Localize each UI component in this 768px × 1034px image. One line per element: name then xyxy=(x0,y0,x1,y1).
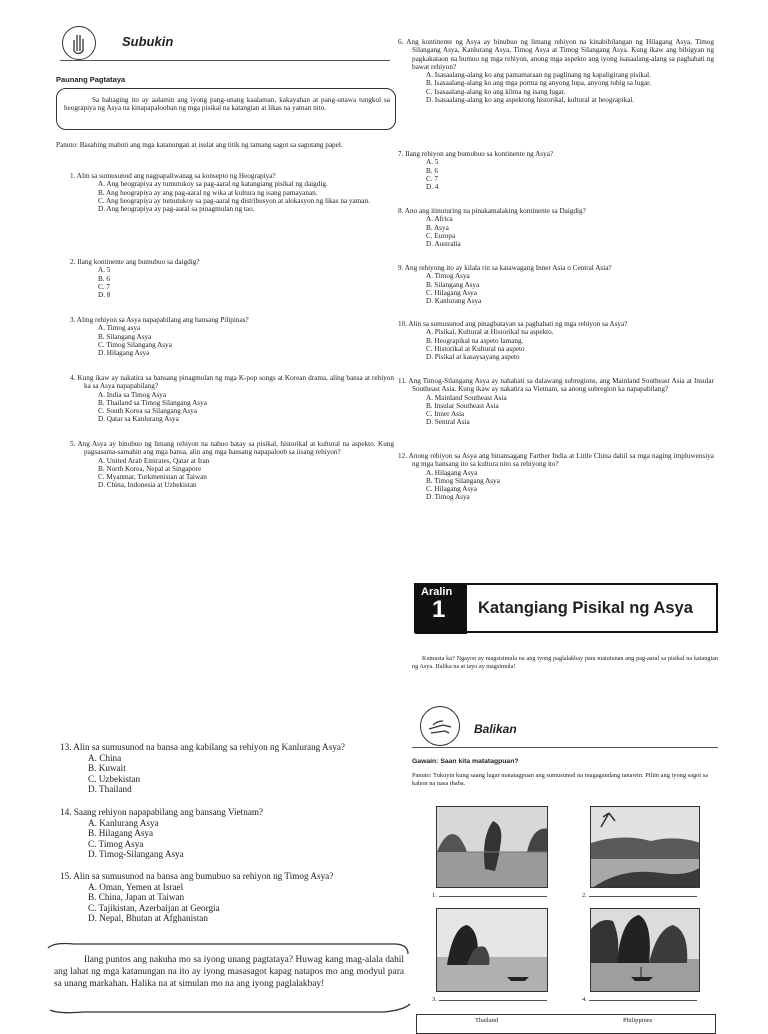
option: D. Ang heograpiya ay pag-aaral sa pinagmulan ng tao. xyxy=(98,205,255,214)
header-rule xyxy=(60,60,390,61)
option: A. Timog Asya xyxy=(426,272,470,281)
option: B. Insular Southeast Asia xyxy=(426,401,499,410)
question-8: 8. Ano ang itinuturing na pinakamalaking kontinente sa Daigdig? A. Africa B. Asya C. Europa D. Australia xyxy=(398,207,714,248)
pointing-hand-icon xyxy=(420,706,460,746)
option: D. Kanlurang Asya xyxy=(426,297,482,306)
option: A. Mainland Southeast Asia xyxy=(426,393,507,402)
choice-box xyxy=(416,1014,716,1034)
option: B. Silangang Asya xyxy=(98,332,152,341)
option: D. Hilagang Asya xyxy=(98,349,150,358)
option: D. 4 xyxy=(426,183,439,192)
option: D. China, Indonesia at Uzbekistan xyxy=(98,481,197,490)
option: D. Isasaalang-alang ko ang aspektong historikal, kultural at heograpikal. xyxy=(426,96,635,105)
option: B. Thailand sa Timog Silangang Asya xyxy=(98,398,207,407)
question-5: 5. Ang Asya ay binubuo ng limang rehiyon na nabuo batay sa pisikal, historikal at kultural na aspekto. Kung pagsasama-samahin ang mga bansa, alin ang mga bansang napapaloob sa iisang rehiyon? A. United Arab Emirates, Qatar at Iran B. North Korea, Nepal at Singapore C. Myanmar, Turkmenistan at Taiwan D. China, Indonesia at Uzbekistan xyxy=(70,440,394,490)
landscape-photo-2 xyxy=(590,806,700,888)
option: B. Asya xyxy=(426,223,449,232)
aralin-number: 1 xyxy=(432,596,446,623)
option: A. China xyxy=(88,752,122,763)
closing-text: Ilang puntos ang nakuha mo sa iyong unang pagtataya? Huwag kang mag-alala dahil ang lahat ng mga katanungan na ito ay iyong masasagot kapag natapos mo ang modyul para sa unang markahan. Halika na at simulan mo na ang iyong paglalakbay! xyxy=(54,955,404,989)
option: D. Sentral Asia xyxy=(426,418,470,427)
question-12: 12. Anong rehiyon sa Asya ang binansagang Farther India at Little China dahil sa mga naging impluwensiya ng mga bansang ito sa kultura nito sa rehiyong ito? A. Hilagang Asya B. Timog Silangang Asya C. Hilagang Asya D. Timog Asya xyxy=(398,452,714,502)
option: A. Timog asya xyxy=(98,324,141,333)
option: C. Timog Asya xyxy=(88,838,144,849)
question-11: 11. Ang Timog-Silangang Asya ay nahahati sa dalawang subregions, ang Mainland Southeast Asia at Insular Southeast Asia. Kung ikaw ay nakatira sa Vietnam, sa anong subregion ka napapabilang? A. Mainland Southeast Asia B. Insular Southeast Asia C. Inner Asia D. Sentral Asia xyxy=(398,377,714,427)
option: D. 8 xyxy=(98,291,111,300)
option: A. India sa Timog Asya xyxy=(98,390,167,399)
option: B. Isasaalang-alang ko ang mga porma ng anyong lupa, anyong tubig sa lugar. xyxy=(426,79,651,88)
question-4: 4. Kung ikaw ay nakatira sa bansang pinagmulan ng mga K-pop songs at Korean drama, aling bansa at rehiyon ka sa Asya napapabilang? A. India sa Timog Asya B. Thailand sa Timog Silangang Asya C. South Korea sa Silangang Asya D. Qatar sa Kanlurang Asya xyxy=(70,374,394,424)
option: B. Hilagang Asya xyxy=(88,828,154,839)
option: B. North Korea, Nepal at Singapore xyxy=(98,464,202,473)
option: A. Kanlurang Asya xyxy=(88,817,159,828)
option: B. Kuwait xyxy=(88,763,126,774)
option: C. 7 xyxy=(426,174,438,183)
option: C. Hilagang Asya xyxy=(426,485,477,494)
answer-blank-4[interactable]: 4. xyxy=(582,996,697,1003)
subukin-intro: Sa bahaging ito ay aalamin ang iyong pang-unang kaalaman, kakayahan at pang-unawa tungkol sa heograpiya ng Asya na kinapapalooban ng mga pisikal na katangian at likas na yaman nito. xyxy=(64,96,390,113)
option: B. 6 xyxy=(426,166,438,175)
question-7: 7. Ilang rehiyon ang bumubuo sa kontinente ng Asya? A. 5 B. 6 C. 7 D. 4 xyxy=(398,150,714,191)
balikan-title: Balikan xyxy=(474,722,517,736)
answer-blank-3[interactable]: 3. xyxy=(432,996,547,1003)
option: A. Africa xyxy=(426,215,453,224)
subukin-title: Subukin xyxy=(122,34,174,49)
option: A. United Arab Emirates, Qatar at Iran xyxy=(98,456,210,465)
landscape-photo-3 xyxy=(436,908,548,992)
option: C. Europa xyxy=(426,231,456,240)
aralin-banner xyxy=(414,583,718,633)
question-2: 2. Ilang kontinente ang bumubuo sa daigdig? A. 5 B. 6 C. 7 D. 8 xyxy=(70,258,394,299)
aralin-title: Katangiang Pisikal ng Asya xyxy=(478,599,693,617)
question-9: 9. Ang rehiyong ito ay kilala rin sa katawagang Inner Asia o Central Asia? A. Timog Asya B. Silangang Asya C. Hilagang Asya D. Kanlurang Asya xyxy=(398,264,714,305)
answer-blank-2[interactable]: 2. xyxy=(582,892,697,899)
subukin-panuto: Panuto: Basahing mabuti ang mga katanungan at isulat ang titik ng tamang sagot sa sagutang papel. xyxy=(56,141,343,149)
option: C. Hilagang Asya xyxy=(426,288,477,297)
aralin-intro: Kumusta ka? Ngayon ay magsisimula na ang iyong paglalakbay para matutunan ang pag-aaral sa pisikal na katangian ng Asya. Halika na at tayo ay magsimula! xyxy=(412,655,718,671)
option: A. Oman, Yemen at Israel xyxy=(88,881,184,892)
option: D. Thailand xyxy=(88,784,132,795)
option: C. South Korea sa Silangang Asya xyxy=(98,407,198,416)
option: C. Isasaalang-alang ko ang klima ng isang lugar. xyxy=(426,87,566,96)
question-1: 1. Alin sa sumusunod ang nagpapaliwanag sa konsepto ng Heograpiya? A. Ang heograpiya ay tumutukoy sa pag-aaral ng katangiang pisikal ng daigdig. B. Ang heograpiya ay ang pag-aaral ng wika at kultura ng isang pamayanan. C. Ang heograpiya ay tumutukoy sa pag-aaral ng distribusyon at alokasyon ng likas na yaman. D. Ang heograpiya ay pag-aaral sa pinagmulan ng tao. xyxy=(70,172,394,213)
paunang-pagtataya-label: Paunang Pagtataya xyxy=(56,75,126,84)
aralin-badge xyxy=(415,584,467,634)
answer-blank-1[interactable]: 1. xyxy=(432,892,547,899)
option: B. China, Japan at Taiwan xyxy=(88,892,185,903)
option: C. Historikal at Kultural na aspeto xyxy=(426,344,525,353)
option: C. Uzbekistan xyxy=(88,773,141,784)
question-14: 14. Saang rehiyon napapabilang ang bansang Vietnam? A. Kanlurang Asya B. Hilagang Asya C. Timog Asya D. Timog-Silangang Asya xyxy=(60,807,410,860)
option: A. Hilagang Asya xyxy=(426,468,478,477)
option: B. Ang heograpiya ay ang pag-aaral ng wika at kultura ng isang pamayanan. xyxy=(98,188,318,197)
question-15: 15. Alin sa sumusunod na bansa ang bumubuo sa rehiyon ng Timog Asya? A. Oman, Yemen at Israel B. China, Japan at Taiwan C. Tajikistan, Azerbaijan at Georgia D. Nepal, Bhutan at Afghanistan xyxy=(60,871,410,924)
option: A. Isasaalang-alang ko ang pamamaraan ng paglinang ng kapaligirang pisikal. xyxy=(426,71,651,80)
option: B. 6 xyxy=(98,274,110,283)
option: C. Tajikistan, Azerbaijan at Georgia xyxy=(88,902,220,913)
option: B. Heograpikal na aspeto lamang. xyxy=(426,336,524,345)
option: B. Silangang Asya xyxy=(426,280,480,289)
landscape-photo-4 xyxy=(590,908,700,992)
option: A. 5 xyxy=(426,158,439,167)
option: C. Inner Asia xyxy=(426,410,465,419)
question-13: 13. Alin sa sumusunod na bansa ang kabilang sa rehiyon ng Kanlurang Asya? A. China B. Kuwait C. Uzbekistan D. Thailand xyxy=(60,742,410,795)
option: C. Myanmar, Turkmenistan at Taiwan xyxy=(98,473,207,482)
choice-philippines: Philippines xyxy=(623,1017,653,1024)
choice-thailand: Thailand xyxy=(475,1017,499,1024)
option: D. Australia xyxy=(426,240,461,249)
aralin-label: Aralin xyxy=(421,586,453,598)
question-3: 3. Aling rehiyon sa Asya napapabilang ang bansang Pilipinas? A. Timog asya B. Silangang Asya C. Timog Silangang Asya D. Hilagang Asya xyxy=(70,316,394,357)
option: C. Timog Silangang Asya xyxy=(98,340,172,349)
landscape-photo-1 xyxy=(436,806,548,888)
option: C. 7 xyxy=(98,282,110,291)
option: D. Timog-Silangang Asya xyxy=(88,849,184,860)
option: D. Timog Asya xyxy=(426,493,470,502)
option: A. 5 xyxy=(98,266,111,275)
hand-icon xyxy=(62,26,96,60)
option: D. Pisikal at kasaysayang aspeto xyxy=(426,353,520,362)
option: C. Ang heograpiya ay tumutukoy sa pag-aaral ng distribusyon at alokasyon ng likas na yaman. xyxy=(98,196,370,205)
option: A. Pisikal, Kultural at Historikal na aspekto. xyxy=(426,328,554,337)
balikan-gawain: Gawain: Saan kita matatagpuan? xyxy=(412,758,519,765)
option: D. Qatar sa Kanlurang Asya xyxy=(98,415,179,424)
option: D. Nepal, Bhutan at Afghanistan xyxy=(88,913,208,924)
option: A. Ang heograpiya ay tumutukoy sa pag-aaral ng katangiang pisikal ng daigdig. xyxy=(98,180,328,189)
question-6: 6. Ang kontinente ng Asya ay binubuo ng limang rehiyon na kinabibilangan ng Hilagang Asya, Timog Silangang Asya, Kanlurang Asya, Timog Asya at Timog Silangang Asya. Kung ikaw ang bibigyan ng pagkakataon na bumuo ng mga rehiyon, anong mga aspekto ang iyong isasaalang-alang sa paghahati ng bawat rehiyon? A. Isasaalang-alang ko ang pamamaraan ng paglinang ng kapaligirang pisikal. B. Isasaalang-alang ko ang mga porma ng anyong lupa, anyong tubig sa lugar. C. Isasaalang-alang ko ang klima ng isang lugar. D. Isasaalang-alang ko ang aspektong historikal, kultural at heograpikal. xyxy=(398,38,714,105)
option: B. Timog Silangang Asya xyxy=(426,476,500,485)
question-10: 10. Alin sa sumusunod ang pinagbatayan sa paghahati ng mga rehiyon sa Asya? A. Pisikal, Kultural at Historikal na aspekto. B. Heograpikal na aspeto lamang. C. Historikal at Kultural na aspeto D. Pisikal at kasaysayang aspeto xyxy=(398,320,714,361)
balikan-panuto: Panuto: Tukuyin kung saang lugar matatagpuan ang sumusunod na magagandang tanawin. Piliin ang iyong sagot sa kahon na nasa ibaba. xyxy=(412,772,709,787)
balikan-rule xyxy=(412,747,718,748)
